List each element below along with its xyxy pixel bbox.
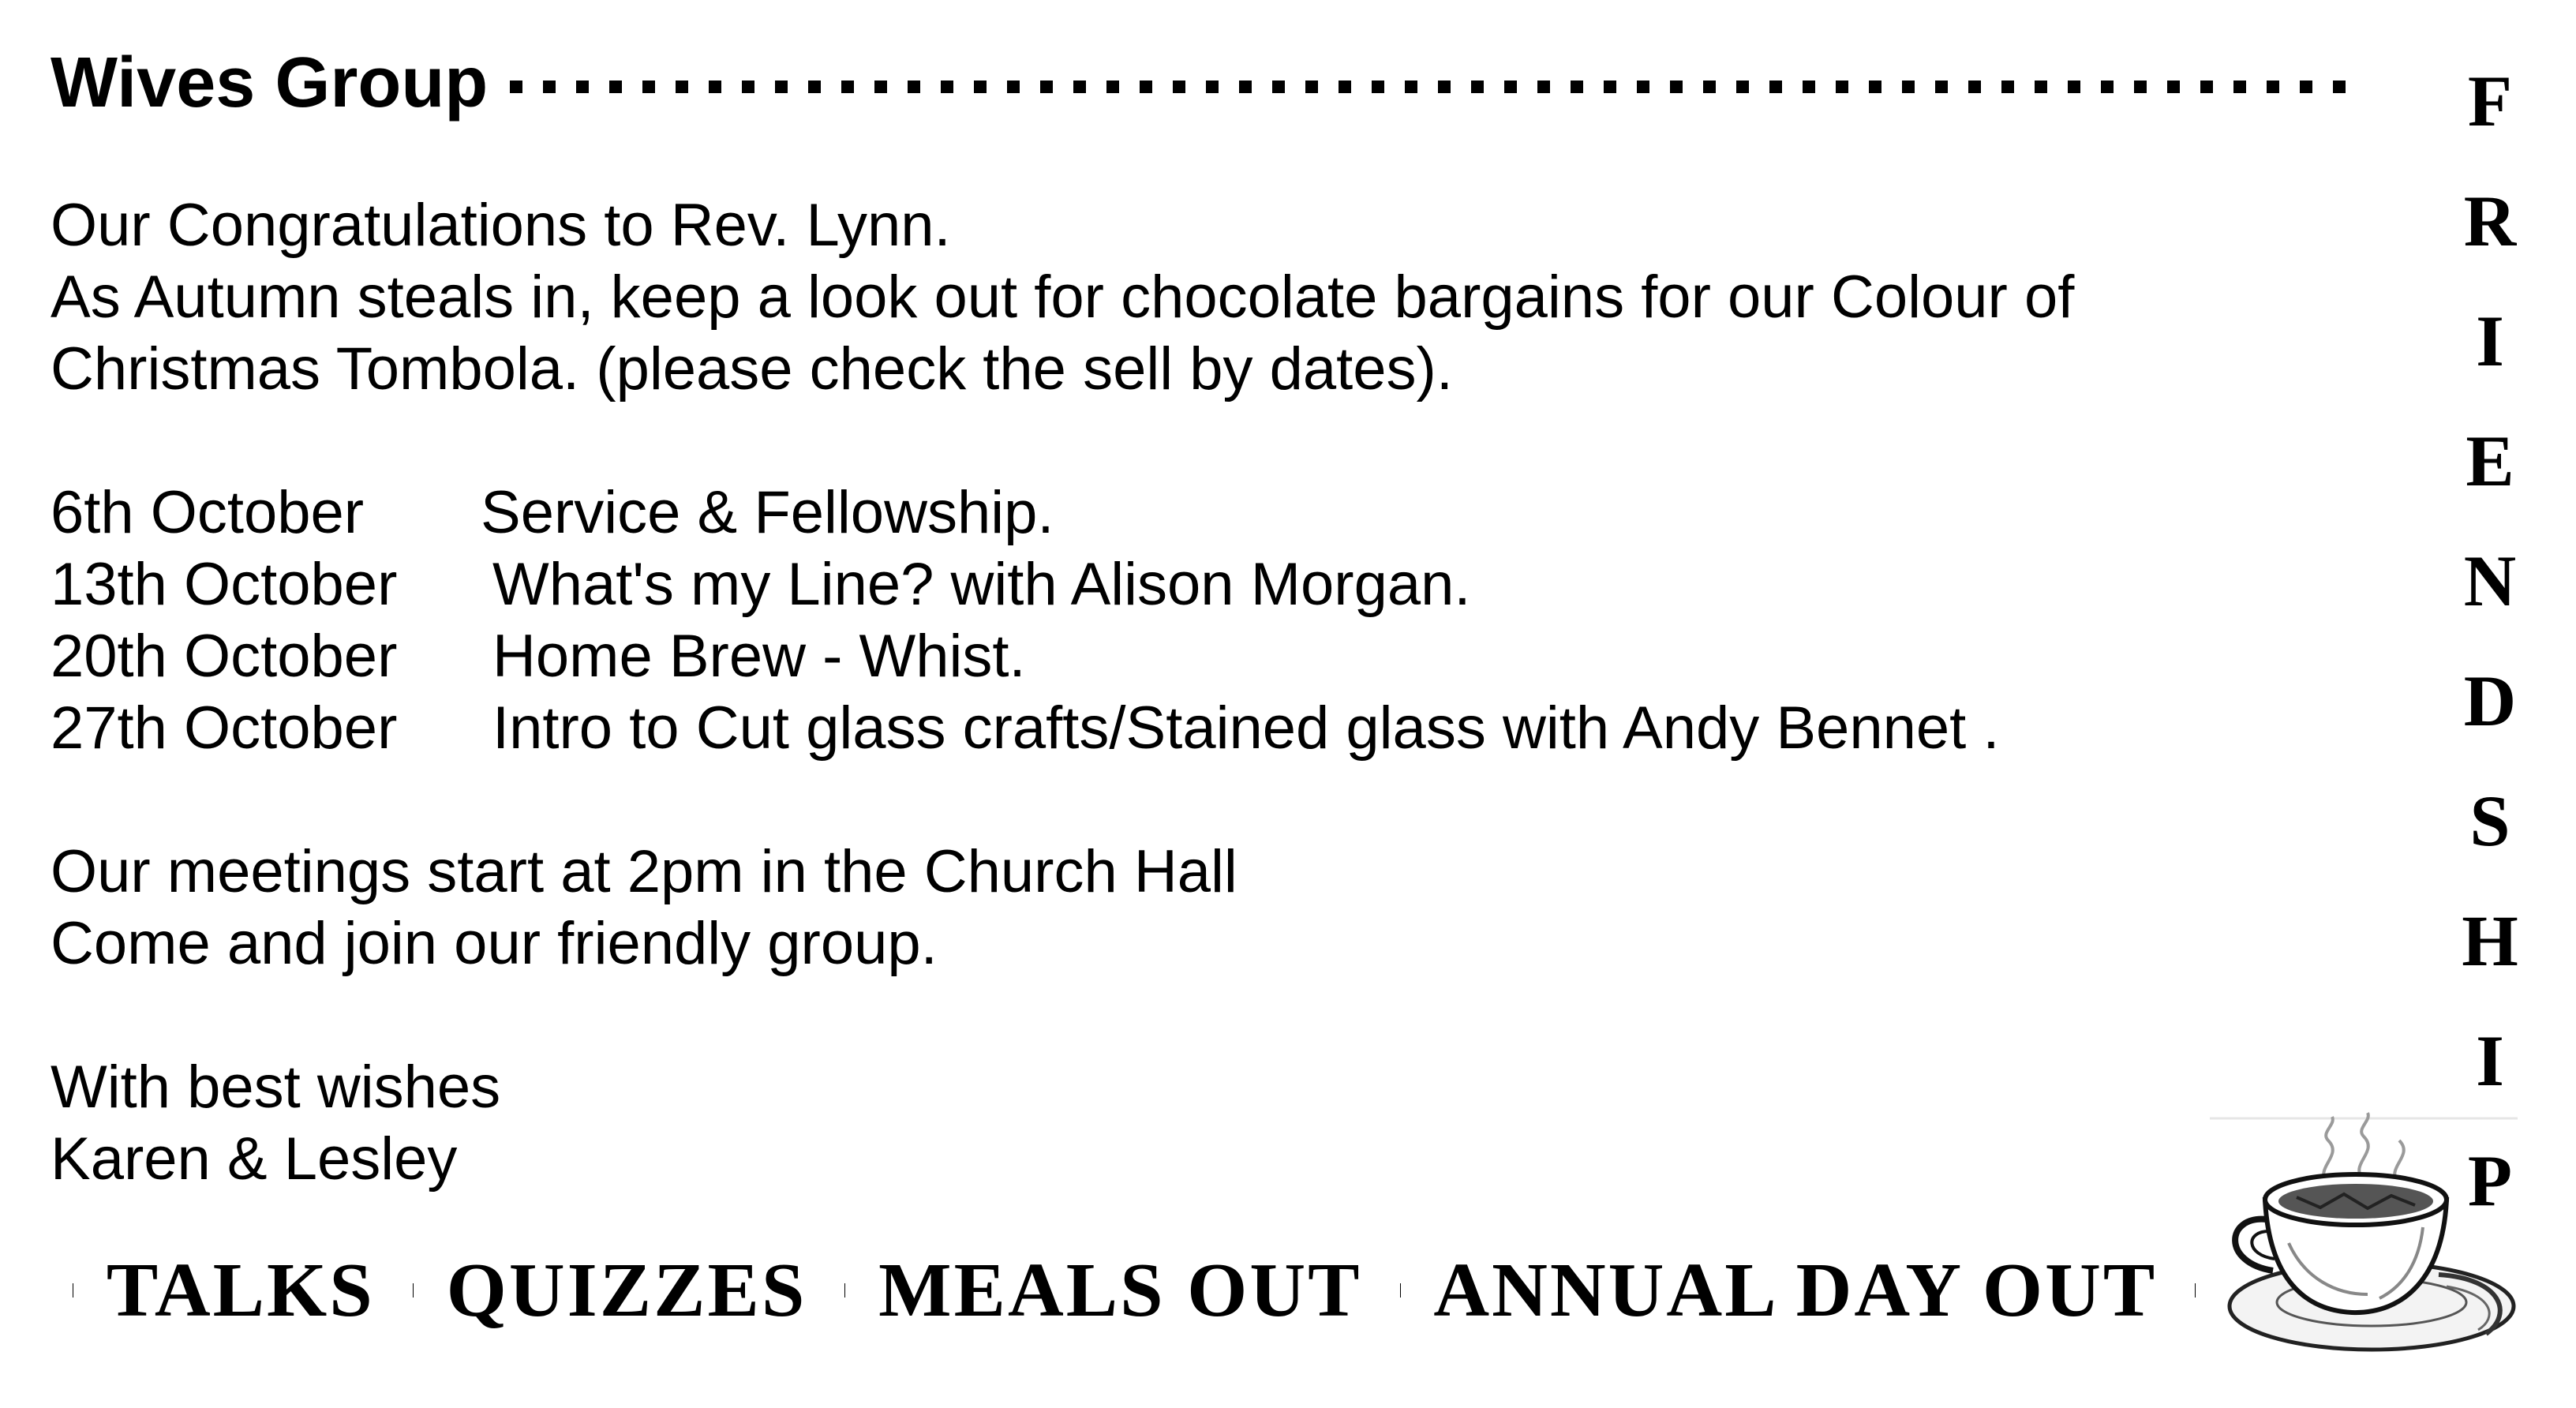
square-bullet-icon [1400, 1283, 1401, 1298]
vertical-letter: I [2476, 1020, 2504, 1101]
spacer [51, 764, 2323, 836]
footer-item-annual-day-out: ANNUAL DAY OUT [1433, 1248, 2158, 1333]
schedule-event: What's my Line? with Alison Morgan. [492, 551, 1471, 618]
autumn-text-line-1: As Autumn steals in, keep a look out for chocolate bargains for our Colour of [51, 264, 2075, 331]
schedule-row [51, 549, 2323, 620]
vertical-letter: N [2463, 541, 2517, 621]
activities-footer [66, 1231, 2229, 1350]
vertical-letter: S [2469, 781, 2510, 861]
meetings-text-line-1: Our meetings start at 2pm in the Church Hall [51, 838, 1237, 905]
schedule-row [51, 477, 2323, 549]
schedule-date: 13th October [51, 551, 398, 618]
schedule-row [51, 692, 2323, 764]
vertical-letter: R [2463, 181, 2517, 261]
coffee-cup-icon [2210, 1109, 2518, 1369]
schedule-date: 6th October [51, 479, 365, 546]
vertical-letter: F [2467, 61, 2513, 141]
schedule-event: Intro to Cut glass crafts/Stained glass with Andy Bennet . [492, 695, 2000, 762]
article-body [51, 189, 2323, 1195]
footer-item-meals-out: MEALS OUT [878, 1248, 1362, 1333]
congrats-text: Our Congratulations to Rev. Lynn. [51, 192, 951, 259]
footer-item-talks: TALKS [106, 1248, 375, 1333]
friendship-vertical-word [2431, 41, 2549, 1241]
heading-row [51, 39, 2355, 126]
signoff-line-1: With best wishes [51, 1054, 501, 1121]
vertical-letter: P [2467, 1140, 2513, 1221]
signoff-line-2: Karen & Lesley [51, 1125, 458, 1193]
square-bullet-icon [413, 1283, 414, 1298]
vertical-letter: E [2466, 421, 2514, 501]
schedule-date: 27th October [51, 695, 398, 762]
meetings-text-line-2: Come and join our friendly group. [51, 910, 938, 977]
square-bullet-icon [2195, 1283, 2196, 1298]
vertical-letter: D [2463, 661, 2517, 741]
vertical-letter: H [2462, 901, 2518, 981]
schedule-row [51, 620, 2323, 692]
dotted-leader [510, 81, 2355, 93]
autumn-text-line-2: Christmas Tombola. (please check the sell by dates). [51, 335, 1453, 403]
spacer [51, 405, 2323, 477]
spacer [51, 979, 2323, 1051]
schedule-event: Home Brew - Whist. [492, 623, 1026, 690]
square-bullet-icon [844, 1283, 845, 1298]
page-title: Wives Group [51, 43, 489, 122]
vertical-letter: I [2476, 301, 2504, 381]
schedule-date: 20th October [51, 623, 398, 690]
footer-item-quizzes: QUIZZES [446, 1248, 807, 1333]
schedule-event: Service & Fellowship. [481, 479, 1054, 546]
